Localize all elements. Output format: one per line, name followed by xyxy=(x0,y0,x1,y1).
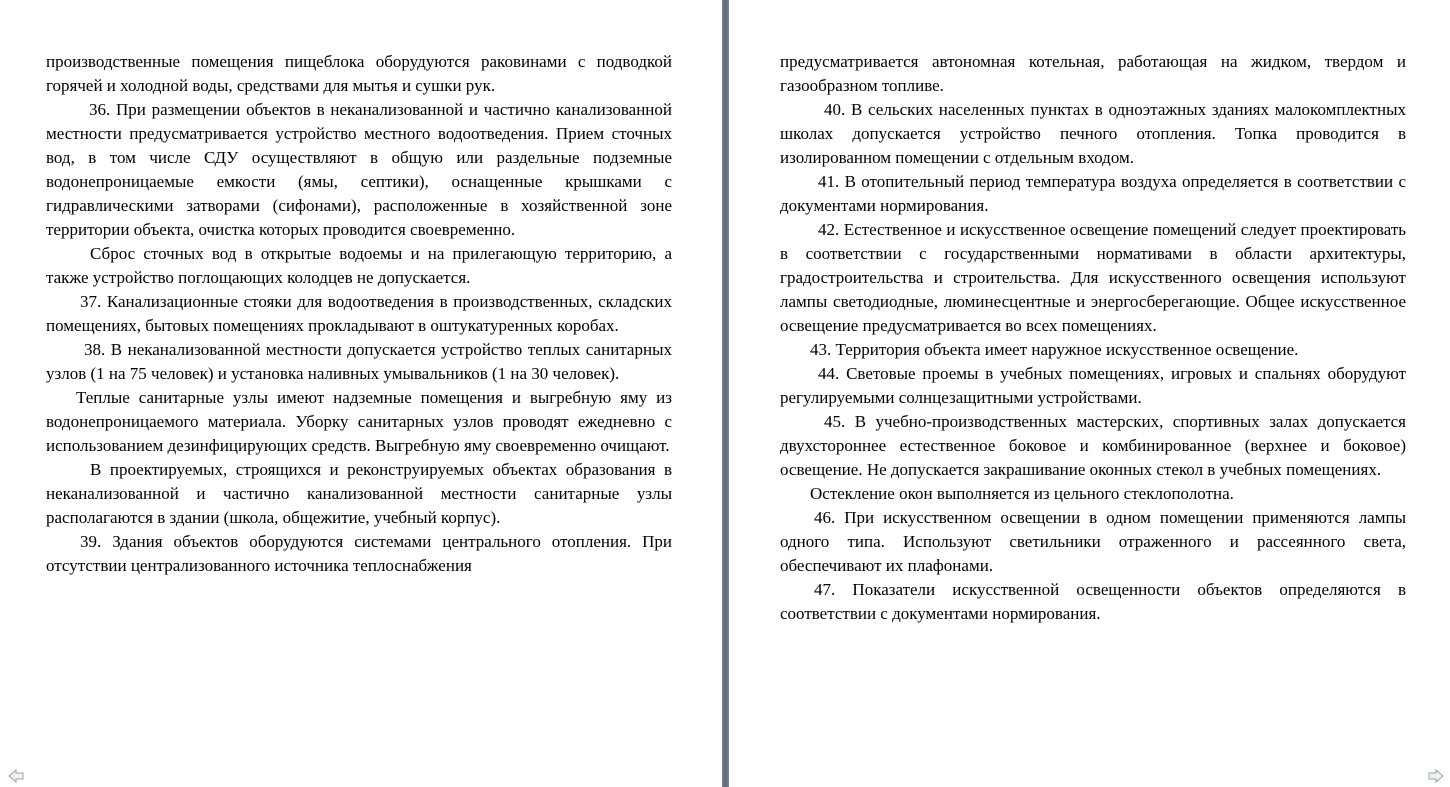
paragraph: 42. Естественное и искусственное освещение помещений следует проектировать в соответствии с государственными нормативами в области архитектуры, градостроительства и строительства. Для искусственного освещения используют лампы светодиодные, люминесцентные и энергосберегающие. Общее искусственное освещение предусматривается во всех помещениях. xyxy=(780,220,1406,335)
paragraph: 37. Канализационные стояки для водоотведения в производственных, складских помещениях, бытовых помещениях прокладывают в оштукатуренных коробах. xyxy=(46,292,672,335)
paragraph: Остекление окон выполняется из цельного стеклополотна. xyxy=(810,484,1234,503)
previous-page-button[interactable] xyxy=(8,768,24,784)
paragraph: 44. Световые проемы в учебных помещениях, игровых и спальнях оборудуют регулируемыми солнцезащитными устройствами. xyxy=(780,364,1406,407)
next-page-button[interactable] xyxy=(1428,768,1444,784)
page-gutter xyxy=(722,0,729,787)
right-page-text xyxy=(780,50,1406,626)
paragraph: 43. Территория объекта имеет наружное искусственное освещение. xyxy=(810,340,1299,359)
arrow-left-icon xyxy=(8,768,24,784)
paragraph: 46. При искусственном освещении в одном помещении применяются лампы одного типа. Используют светильники отраженного и рассеянного света, обеспечивают их плафонами. xyxy=(780,508,1406,575)
paragraph: Сброс сточных вод в открытые водоемы и на прилегающую территорию, а также устройство поглощающих колодцев не допускается. xyxy=(46,244,672,287)
right-page xyxy=(729,0,1450,787)
left-page xyxy=(0,0,722,787)
paragraph: 47. Показатели искусственной освещенности объектов определяются в соответствии с документами нормирования. xyxy=(780,580,1406,623)
paragraph: 36. При размещении объектов в неканализованной и частично канализованной местности предусматривается устройство местного водоотведения. Прием сточных вод, в том числе СДУ осуществляют в общую или раздельные подземные водонепроницаемые емкости (ямы, септики), оснащенные крышками с гидравлическими затворами (сифонами), расположенные в хозяйственной зоне территории объекта, очистка которых проводится своевременно. xyxy=(46,100,672,239)
paragraph: производственные помещения пищеблока оборудуются раковинами с подводкой горячей и холодной воды, средствами для мытья и сушки рук. xyxy=(46,52,672,95)
paragraph: 41. В отопительный период температура воздуха определяется в соответствии с документами нормирования. xyxy=(780,172,1406,215)
paragraph: 40. В сельских населенных пунктах в одноэтажных зданиях малокомплектных школах допускается устройство печного отопления. Топка проводится в изолированном помещении с отдельным входом. xyxy=(780,100,1406,167)
arrow-right-icon xyxy=(1428,768,1444,784)
paragraph: В проектируемых, строящихся и реконструируемых объектах образования в неканализованной и частично канализованной местности санитарные узлы располагаются в здании (школа, общежитие, учебный корпус). xyxy=(46,460,672,527)
paragraph: Теплые санитарные узлы имеют надземные помещения и выгребную яму из водонепроницаемого материала. Уборку санитарных узлов проводят ежедневно с использованием дезинфицирующих средств. Выгребную яму своевременно очищают. xyxy=(46,388,672,455)
paragraph: 38. В неканализованной местности допускается устройство теплых санитарных узлов (1 на 75 человек) и установка наливных умывальников (1 на 30 человек). xyxy=(46,340,672,383)
left-page-text xyxy=(46,50,672,578)
paragraph: предусматривается автономная котельная, работающая на жидком, твердом и газообразном топливе. xyxy=(780,52,1406,95)
paragraph: 39. Здания объектов оборудуются системами центрального отопления. При отсутствии централизованного источника теплоснабжения xyxy=(46,532,672,575)
paragraph: 45. В учебно-производственных мастерских, спортивных залах допускается двухстороннее естественное боковое и комбинированное (верхнее и боковое) освещение. Не допускается закрашивание оконных стекол в учебных помещениях. xyxy=(780,412,1406,479)
